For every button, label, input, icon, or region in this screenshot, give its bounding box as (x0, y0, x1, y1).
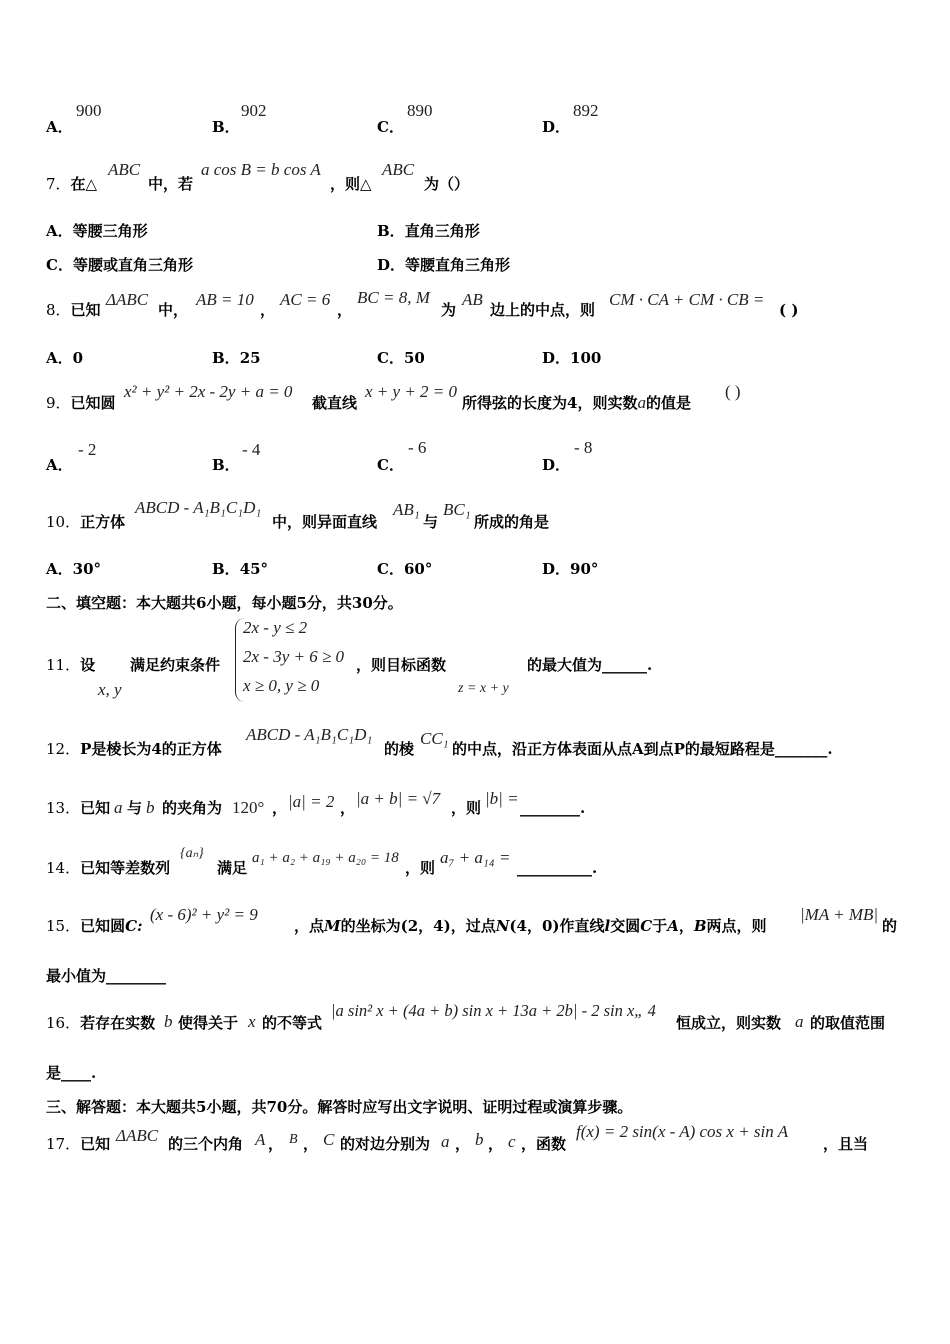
q15-math-vector-sum: |MA + MB| (800, 905, 879, 924)
q10-math-cube: ABCD - A₁B₁C₁D₁ (135, 498, 262, 517)
q10-option-d: D．90° (542, 560, 599, 578)
q13-math-norm-a: |a| = 2 (288, 792, 335, 811)
q7-math-condition: a cos B = b cos A (201, 160, 321, 179)
q6-option-c: C． (377, 118, 404, 136)
q6-option-b-value: 902 (241, 101, 267, 120)
q8-math-bc: BC = 8, M (357, 288, 430, 307)
q11-number: 11． (46, 656, 81, 674)
q10-number: 10． (46, 513, 81, 531)
q9-number: 9． (46, 394, 71, 412)
q14-math-condition: a₁ + a₂ + a₁₉ + a₂₀ = 18 (252, 850, 399, 866)
q9-option-d: D． (542, 456, 571, 474)
q13-math-angle: 120° (232, 798, 265, 817)
q13-math-norm-b: |b| = (485, 789, 519, 808)
q16-math-a: a (795, 1012, 804, 1031)
q7-option-c: C．等腰或直角三角形 (46, 256, 193, 274)
q7-math-abc-2: ABC (382, 160, 415, 179)
q7-math-abc: ABC (108, 160, 141, 179)
q11-math-objective: z = x + y (458, 681, 509, 696)
q7-number: 7． (46, 175, 71, 193)
q14-math-sequence: {aₙ} (180, 846, 204, 861)
section-2-heading: 二、填空题：本大题共6小题，每小题5分，共30分。 (46, 594, 403, 612)
q15-line-2: 最小值为________ (46, 967, 167, 985)
q17-math-c: c (508, 1132, 516, 1151)
q17-math-function: f(x) = 2 sin(x - A) cos x + sin A (576, 1122, 789, 1141)
q6-option-a: A． (46, 118, 73, 136)
q10-option-b: B．45° (212, 560, 269, 578)
q16-math-b: b (164, 1012, 173, 1031)
q9-option-c: C． (377, 456, 404, 474)
q17-math-a: a (441, 1132, 450, 1151)
q17-math-triangle: ΔABC (116, 1126, 159, 1145)
section-3-heading: 三、解答题：本大题共5小题，共70分。解答时应写出文字说明、证明过程或演算步骤。 (46, 1098, 633, 1116)
q11-constraint-2: 2x - 3y + 6 ≥ 0 (243, 647, 345, 666)
q10-option-a: A．30° (46, 560, 102, 578)
q11-constraint-1: 2x - y ≤ 2 (243, 618, 308, 637)
q6-option-d: D． (542, 118, 571, 136)
q11-constraint-3: x ≥ 0, y ≥ 0 (243, 676, 320, 695)
q17-math-B: B (289, 1132, 298, 1147)
q16-math-inequality: |a sin² x + (4a + b) sin x + 13a + 2b| - 2 sin x„ 4 (331, 1001, 656, 1020)
q13-number: 13． (46, 799, 81, 817)
q14-math-target: a₇ + a₁₄ = (440, 848, 511, 867)
q8-option-d: D．100 (542, 349, 602, 367)
q12-math-cc1: CC₁ (420, 729, 449, 748)
q12-number: 12． (46, 740, 81, 758)
q8-math-ac: AC = 6 (280, 290, 331, 309)
q9-option-a: A． (46, 456, 73, 474)
q13-math-norm-sum: |a + b| = √7 (356, 789, 441, 808)
q7-option-d: D．等腰直角三角形 (377, 256, 511, 274)
q9-math-circle: x² + y² + 2x - 2y + a = 0 (124, 382, 293, 401)
q13-math-b: b (146, 798, 155, 817)
q8-math-expression: CM · CA + CM · CB = (609, 290, 765, 309)
q9-option-a-value: - 2 (78, 440, 97, 459)
q8-math-ab: AB = 10 (196, 290, 254, 309)
q9-option-c-value: - 6 (408, 438, 427, 457)
q10-math-bc1: BC₁ (443, 500, 471, 519)
q9-option-d-value: - 8 (574, 438, 593, 457)
q7-option-b: B．直角三角形 (377, 222, 480, 240)
q9-parens: ( ) (725, 382, 741, 401)
q7-option-a: A．等腰三角形 (46, 222, 148, 240)
q8-option-c: C．50 (377, 349, 425, 367)
exam-page: A． 900 B． 902 C． 890 D． 892 7．在△ ABC 中，若 a cos B = b cos A ，则△ ABC 为（） A．等腰三角形 B．直角三角形 C．等腰或直角三角形 D．等腰直角三角形 8．已知 ΔABC 中， AB = 10 ， AC = 6 ， BC = 8, M 为 AB 边上的中点，则 CM · CA + CM · CB = ( ) A．0 B．25 C．50 D．100 9．已知圆 x² + y² + 2x - 2y + a = 0 截直线 x + y + 2 = 0 所得弦的长度为4，则实数a的值是 ( ) A． - 2 B． - 4 C． - 6 D． - 8 10．正方体 ABCD - A₁B₁C₁D₁ 中，则异面直线 AB₁ 与 BC₁ 所成的角是 A．30° B．45° C．60° D．90° 二、填空题：本大题共6小题，每小题5分，共30分。 11．设 x, y 满足约束条件 2x - y ≤ 2 2x - 3y + 6 ≥ 0 x ≥ 0, y ≥ 0 ，则目标函数 z = x + y 的最大值为______. 12．P是棱长为4的正方体 ABCD - A₁B₁C₁D₁ 的棱 CC₁ 的中点，沿正方体表面从点A到点P的最短路程是_______. 13．已知 a 与 b 的夹角为 120° ， |a| = 2 ， |a + b| = √7 ，则 |b| = ________. 14．已知等差数列 {aₙ} 满足 a₁ + a₂ + a₁₉ + a₂₀ = 18 ，则 a₇ + a₁₄ = __________. 15．已知圆C: (x - 6)² + y² = 9 ，点M的坐标为(2，4)，过点N(4，0)作直线l交圆C于A，B两点，则 |MA + MB| 的 最小值为________ 16．若存在实数 b 使得关于 x 的不等式 |a sin² x + (4a + b) sin x + 13a + 2b| - 2 sin x„ 4 恒成立，则实数 a 的取值范围 是____. 三、解答题：本大题共5小题，共70分。解答时应写出文字说明、证明过程或演算步骤。 17．已知 ΔABC 的三个内角 A ， B ， C 的对边分别为 a ， b ， c ，函数 f(x) = 2 sin(x - A) cos x + sin A ，且当 (46, 101, 898, 1153)
q10-option-c: C．60° (377, 560, 433, 578)
q11-math-xy: x, y (98, 680, 122, 699)
q17-math-A: A (255, 1130, 266, 1149)
q8-option-a: A．0 (46, 349, 84, 367)
q15-math-circle: (x - 6)² + y² = 9 (150, 905, 258, 924)
q12-math-cube: ABCD - A₁B₁C₁D₁ (246, 725, 373, 744)
q17-number: 17． (46, 1135, 81, 1153)
q13-math-a: a (114, 798, 123, 817)
q14-number: 14． (46, 859, 81, 877)
q9-option-b: B． (212, 456, 240, 474)
q16-math-x: x (248, 1012, 256, 1031)
q6-option-b: B． (212, 118, 240, 136)
q6-option-d-value: 892 (573, 101, 599, 120)
q8-math-ab-2: AB (462, 290, 483, 309)
q9-option-b-value: - 4 (242, 440, 261, 459)
q16-line-2: 是____. (46, 1064, 97, 1082)
q9-math-line: x + y + 2 = 0 (365, 382, 458, 401)
q10-math-ab1: AB₁ (393, 500, 420, 519)
q17-math-C: C (323, 1130, 335, 1149)
q15-number: 15． (46, 917, 81, 935)
q8-math-triangle: ΔABC (106, 290, 149, 309)
q6-option-a-value: 900 (76, 101, 102, 120)
q6-option-c-value: 890 (407, 101, 433, 120)
q8-option-b: B．25 (212, 349, 261, 367)
q17-math-b: b (475, 1130, 484, 1149)
q16-number: 16． (46, 1014, 81, 1032)
q8-number: 8． (46, 301, 71, 319)
